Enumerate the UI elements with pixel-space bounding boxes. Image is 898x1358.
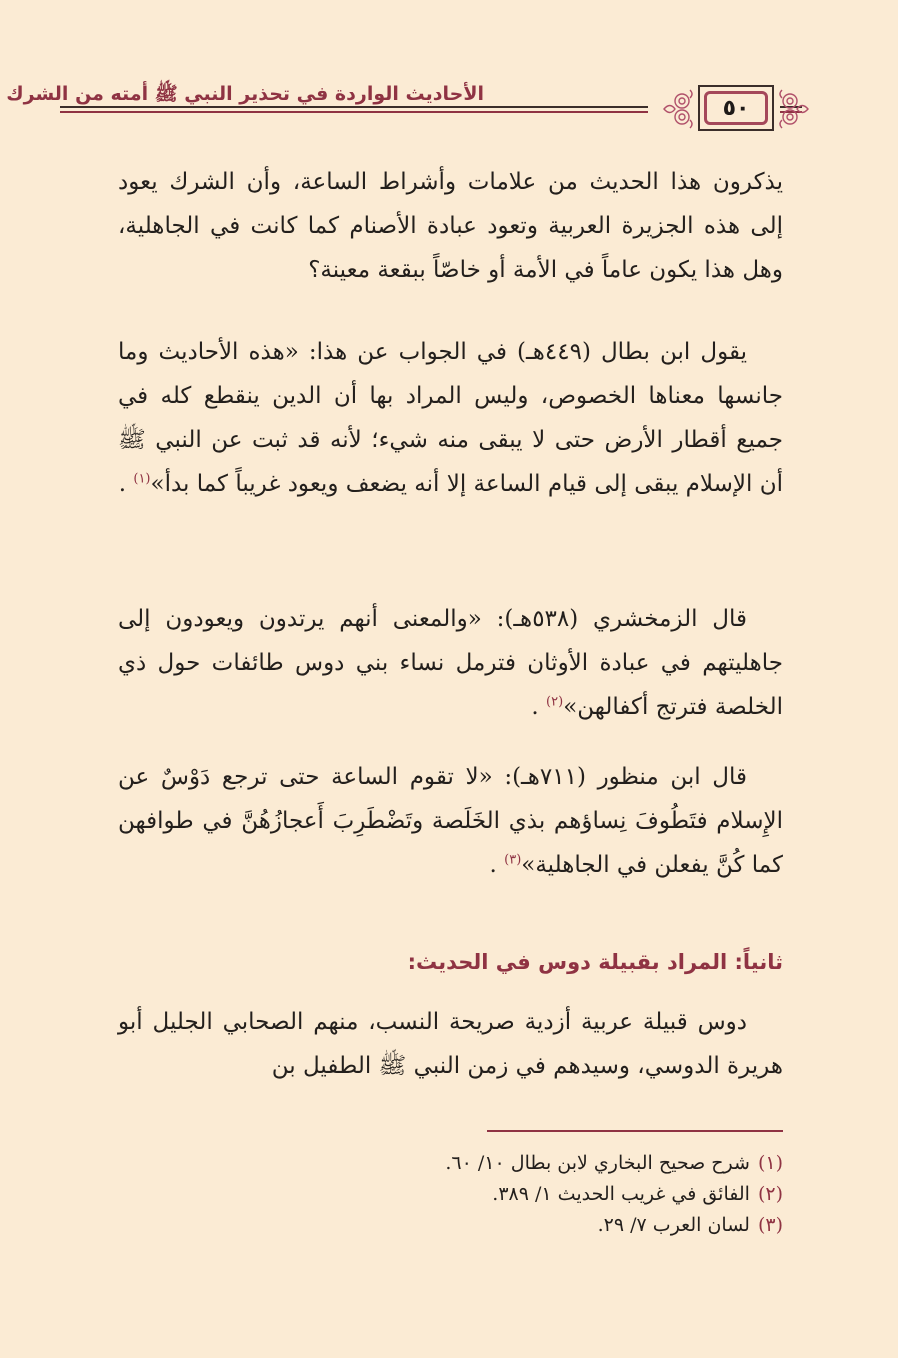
footnote-text: الفائق في غريب الحديث ١/ ٣٨٩.	[492, 1183, 750, 1205]
paragraph-zamakhshari	[118, 597, 783, 729]
footnote-number: (٢)	[757, 1183, 783, 1205]
footnote-text: شرح صحيح البخاري لابن بطال ١٠/ ٦٠.	[445, 1152, 750, 1174]
footnote-item	[118, 1179, 783, 1210]
floral-ornament-icon	[660, 84, 696, 134]
page-number-frame	[698, 85, 774, 131]
paragraph-quote	[118, 755, 783, 887]
sentence-end: .	[531, 694, 547, 720]
sentence-end: .	[489, 852, 505, 878]
footnotes	[118, 1148, 783, 1241]
footnote-number: (٣)	[757, 1214, 783, 1236]
footnote-item	[118, 1148, 783, 1179]
paragraph-text: يذكرون هذا الحديث من علامات وأشراط الساعة، وأن الشرك يعود إلى هذه الجزيرة العربية وتعود عبادة الأصنام كما كانت في الجاهلية، وهل هذا يكون عاماً في الأمة أو خاصّاً ببقعة معينة؟	[118, 169, 783, 283]
quote-text: قال ابن منظور (٧١١هـ): «لا تقوم الساعة حتى ترجع دَوْسٌ عن الإِسلام فتَطُوفَ نِساؤهم بذي الخَلَصة وتَضْطَرِبَ أَعجازُهُنَّ في طوافهن كما كُنَّ يفعلن في الجاهلية»	[118, 764, 783, 878]
paragraph-quote	[118, 330, 783, 506]
floral-ornament-icon	[776, 84, 812, 134]
quote-text: قال الزمخشري (٥٣٨هـ): «والمعنى أنهم يرتدون ويعودون إلى جاهليتهم في عبادة الأوثان فترمل نساء بني دوس طائفات حول ذي الخلصة فترتج أكفالهن»	[118, 606, 783, 720]
header-rule-dark	[60, 106, 648, 108]
footnote-ref-1[interactable]: (١)	[133, 471, 151, 487]
quote-text: يقول ابن بطال (٤٤٩هـ) في الجواب عن هذا: «هذه الأحاديث وما جانسها معناها الخصوص، وليس المراد بها أن الدين ينقطع كله في جميع أقطار الأرض حتى لا يبقى منه شيء؛ لأنه قد ثبت عن النبي ﷺ أن الإسلام يبقى إلى قيام الساعة إلا أنه يضعف ويعود غريباً كما بدأ»	[118, 339, 783, 497]
footnote-item	[118, 1210, 783, 1241]
page-header	[6, 72, 800, 142]
section-heading: ثانياً: المراد بقبيلة دوس في الحديث:	[407, 950, 783, 974]
paragraph-ibn-battal	[118, 330, 783, 506]
paragraph-daws	[118, 1000, 783, 1088]
footnote-ref-2[interactable]: (٢)	[546, 694, 564, 710]
paragraph-quote	[118, 597, 783, 729]
paragraph-text: دوس قبيلة عربية أزدية صريحة النسب، منهم الصحابي الجليل أبو هريرة الدوسي، وسيدهم في زمن النبي ﷺ الطفيل بن	[118, 1009, 783, 1079]
page-number-inner-frame	[704, 91, 768, 125]
footnote-text: لسان العرب ٧/ ٢٩.	[597, 1214, 750, 1236]
running-title: الأحاديث الواردة في تحذير النبي ﷺ أمته من الشرك	[6, 83, 484, 105]
footnote-number: (١)	[757, 1152, 783, 1174]
footnote-separator	[487, 1130, 783, 1132]
sentence-end: .	[118, 471, 134, 497]
header-rule-red	[60, 111, 648, 113]
paragraph-ibn-manzur	[118, 755, 783, 887]
page-number: ٥٠	[722, 95, 750, 121]
footnote-ref-3[interactable]: (٣)	[504, 852, 522, 868]
paragraph-intro	[118, 160, 783, 292]
